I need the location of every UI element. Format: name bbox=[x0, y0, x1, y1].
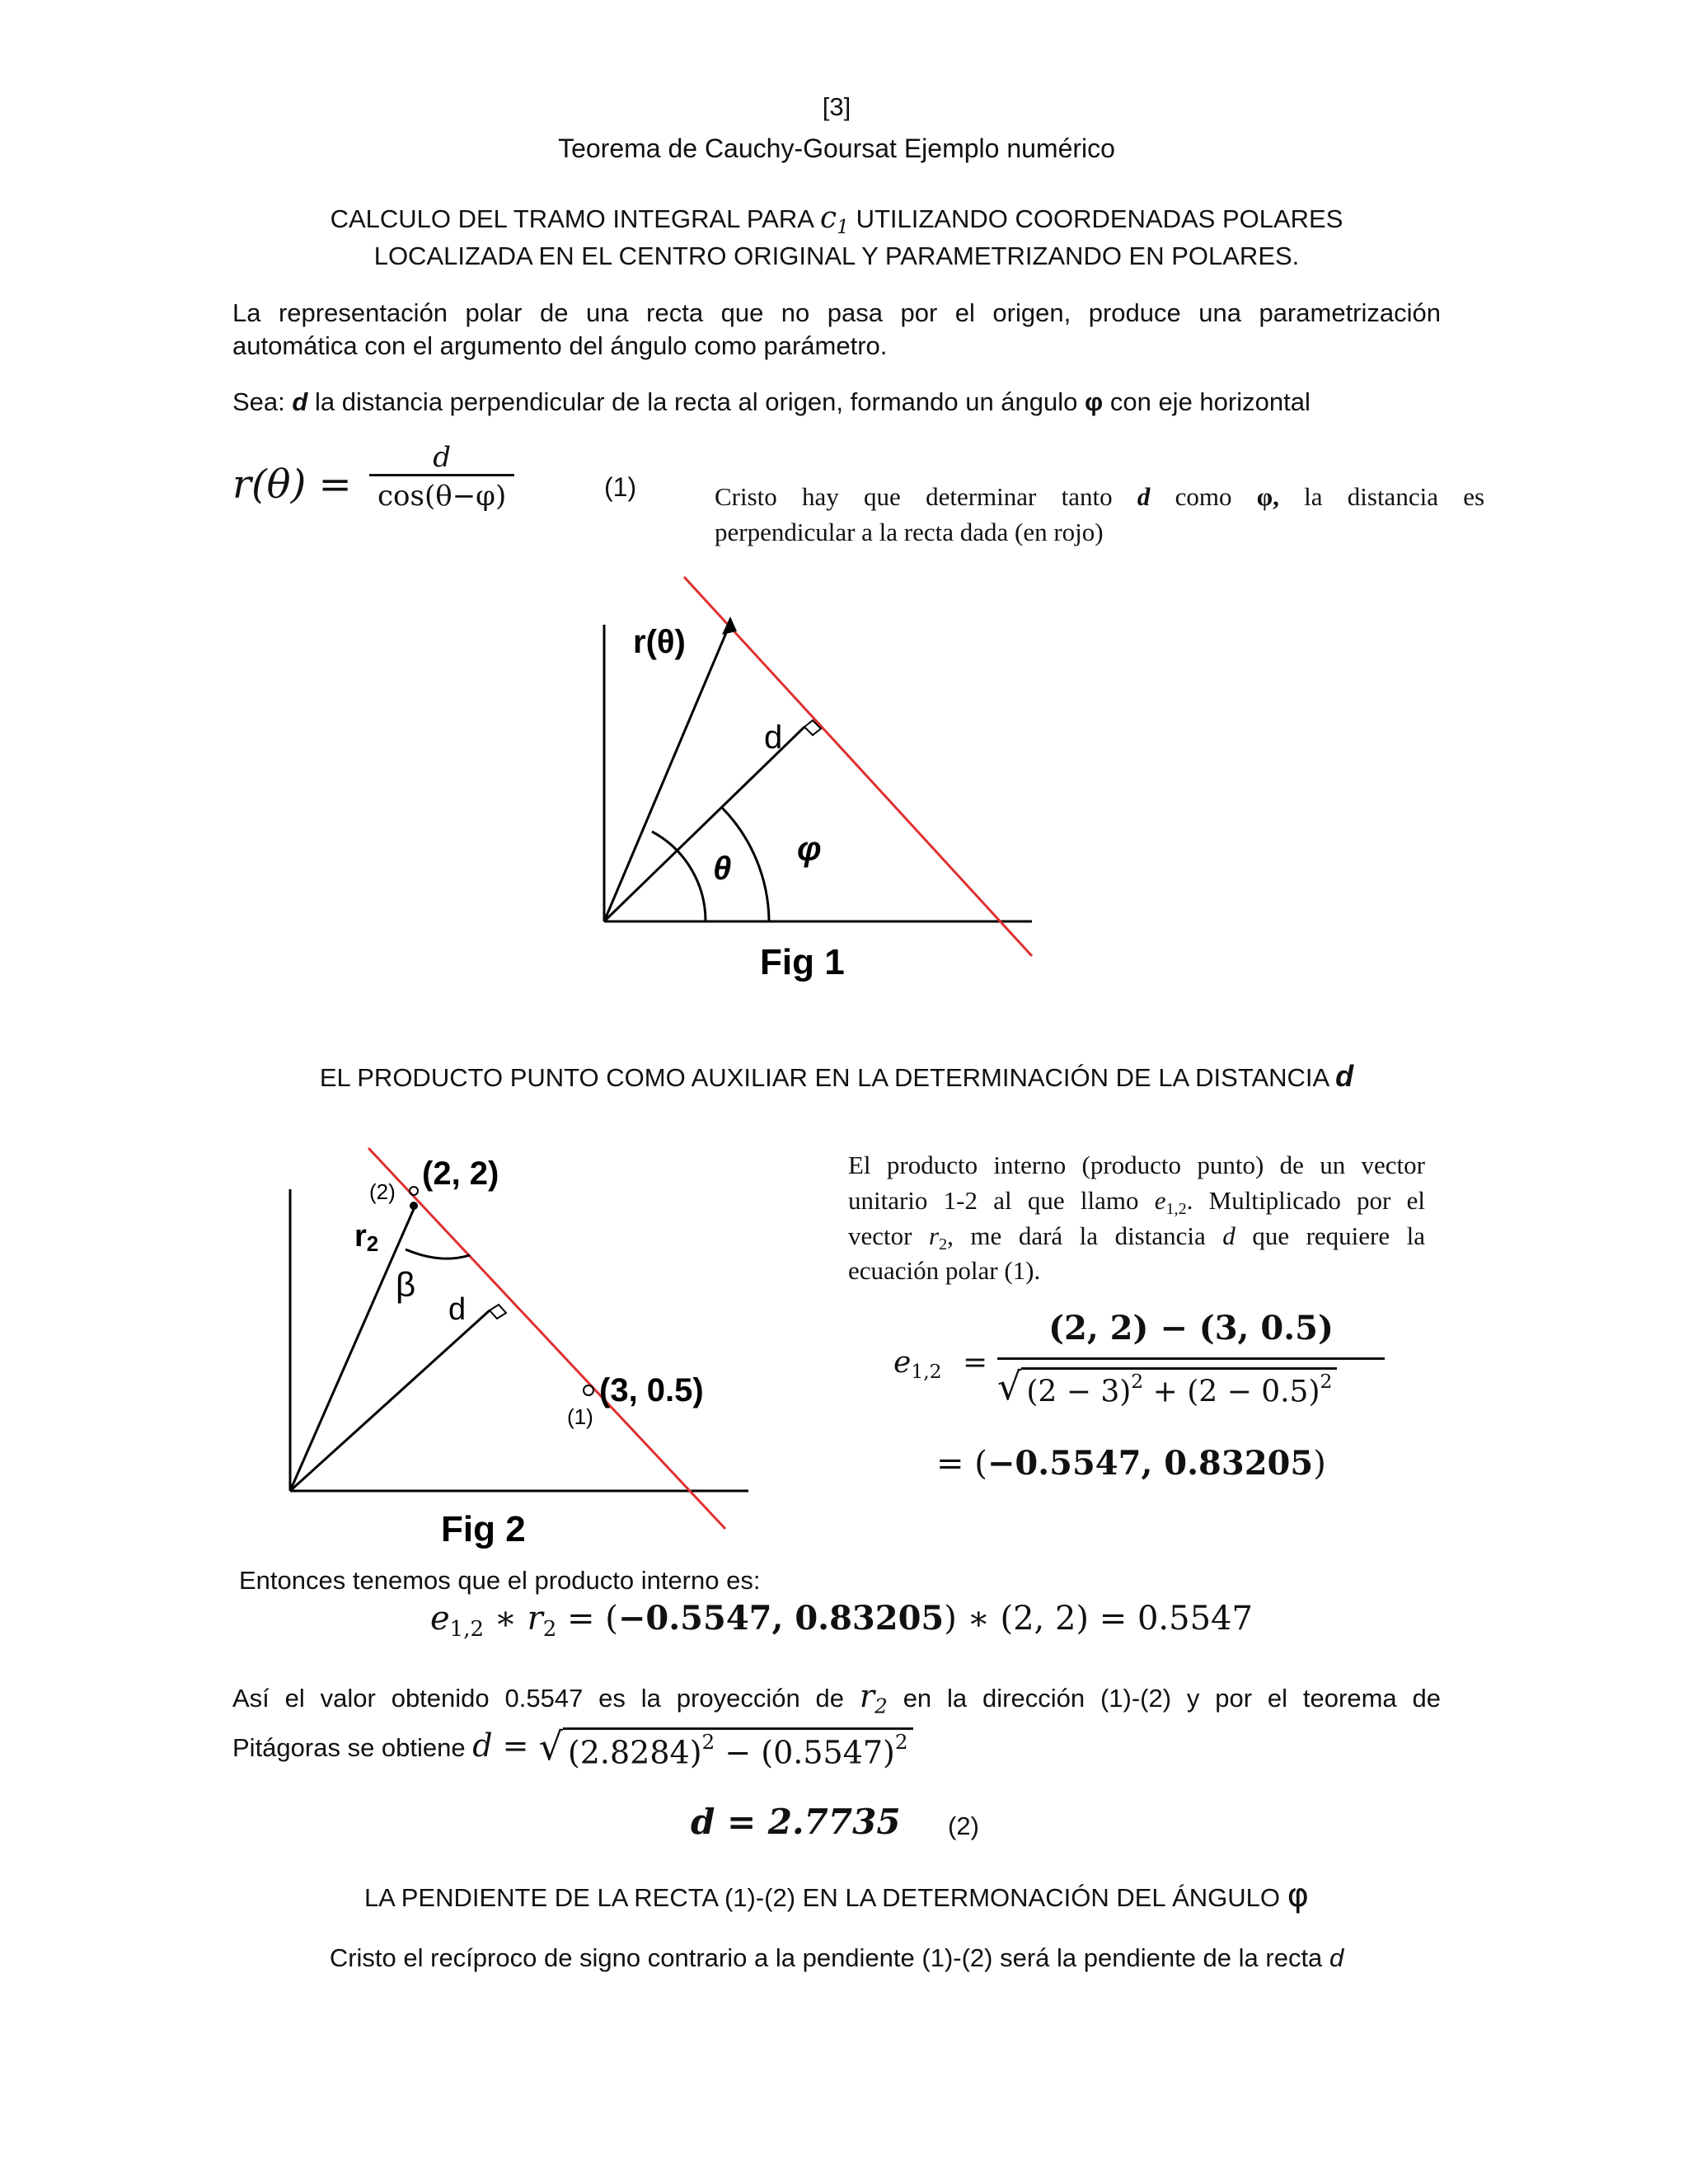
section2-heading: EL PRODUCTO PUNTO COMO AUXILIAR EN LA DETERMINACIÓN DE LA DISTANCIA d bbox=[319, 1059, 1354, 1093]
unit-vector-result: = (−0.5547, 0.83205) bbox=[936, 1444, 1326, 1483]
fig1-r-vector bbox=[604, 623, 730, 921]
equation1-fraction: $\frac{d}{\cos(\theta-\varphi)}$ bbox=[369, 441, 514, 513]
projection-line2: Pitágoras se obtiene d = √ $(2.8284)^2 - (0.5547)^2$ bbox=[232, 1727, 913, 1770]
fig2-d-label: d bbox=[448, 1292, 467, 1327]
fig1-d-label: d bbox=[764, 719, 783, 756]
fig2-point2-marker bbox=[584, 1385, 593, 1395]
equation1-label: (1) bbox=[604, 472, 637, 502]
inner-product-intro: Entonces tenemos que el producto interno es: bbox=[239, 1566, 761, 1595]
unit-vector-numerator: (2, 2) − (3, 0.5) bbox=[1048, 1309, 1334, 1347]
page-title: Teorema de Cauchy-Goursat Ejemplo numérico bbox=[558, 134, 1115, 163]
fig2-right-angle-mark bbox=[490, 1305, 506, 1319]
note2-line3: vector $r_2$, me dará la distancia d que requiere la bbox=[848, 1221, 1426, 1254]
fig2-point1-coords: (2, 2) bbox=[422, 1155, 499, 1192]
fig1-d-segment bbox=[604, 727, 804, 921]
equation2-value: d = 2.7735 bbox=[691, 1802, 901, 1842]
fig1-r-label: r(θ) bbox=[633, 624, 686, 660]
fig2-r2-vector bbox=[290, 1209, 414, 1491]
section1-heading-line1: CALCULO DEL TRAMO INTEGRAL PARA $c_1$ UTILIZANDO COORDENADAS POLARES bbox=[330, 201, 1343, 239]
fig1-red-line bbox=[684, 577, 1032, 956]
fig2-point1-dot bbox=[410, 1202, 418, 1210]
note1-line1: Cristo hay que determinar tanto d como φ, la distancia es bbox=[715, 482, 1485, 511]
fig2-beta-label: β bbox=[396, 1265, 416, 1304]
unit-vector-fraction-bar bbox=[997, 1357, 1385, 1360]
figure1-diagram bbox=[577, 569, 1055, 1005]
fig1-phi-label: φ bbox=[797, 829, 822, 868]
unit-vector-lhs: $e_{1,2}$ = bbox=[893, 1346, 988, 1384]
section3-text: Cristo el recíproco de signo contrario a la pendiente (1)-(2) será la pendiente de la recta d bbox=[329, 1943, 1344, 1972]
intro-definition: Sea: d la distancia perpendicular de la recta al origen, formando un ángulo φ con eje horizontal bbox=[232, 387, 1311, 416]
fig2-point2-coords: (3, 0.5) bbox=[599, 1372, 704, 1408]
note2-line4: ecuación polar (1). bbox=[848, 1256, 1041, 1285]
inner-product-equation: $e_{1,2}$ ∗ $r_2 = (-0.5547$, 0.83205) ∗ (2, 2) = 0.5547 bbox=[430, 1599, 1253, 1642]
note2-line1: El producto interno (producto punto) de un vector bbox=[848, 1151, 1425, 1179]
note2-line2: unitario 1-2 al que llamo $e_{1,2}$. Multiplicado por el bbox=[848, 1186, 1426, 1219]
section3-heading: LA PENDIENTE DE LA RECTA (1)-(2) EN LA DETERMONACIÓN DEL ÁNGULO φ bbox=[363, 1877, 1310, 1915]
section1-heading-line2: LOCALIZADA EN EL CENTRO ORIGINAL Y PARAMETRIZANDO EN POLARES. bbox=[373, 241, 1300, 270]
fig2-red-line bbox=[368, 1148, 725, 1529]
fig2-point2-tag: (1) bbox=[567, 1404, 593, 1429]
fig2-beta-arc bbox=[406, 1249, 470, 1258]
intro-paragraph-line1: La representación polar de una recta que no pasa por el origen, produce una parametrización bbox=[232, 298, 1441, 327]
intro-paragraph-line2: automática con el argumento del ángulo como parámetro. bbox=[232, 331, 888, 360]
fig2-point1-tag: (2) bbox=[369, 1179, 396, 1204]
fig2-point1-marker bbox=[410, 1187, 418, 1195]
equation1-lhs: r(θ) = bbox=[232, 462, 352, 508]
projection-line1: Así el valor obtenido 0.5547 es la proyección de $r_2$ en la dirección (1)-(2) y por el teorema de bbox=[232, 1678, 1441, 1718]
fig2-caption: Fig 2 bbox=[441, 1509, 526, 1549]
figure2-diagram bbox=[272, 1141, 767, 1562]
equation2-label: (2) bbox=[948, 1811, 979, 1840]
fig2-r2-label: r2 bbox=[354, 1219, 379, 1256]
fig2-d-segment bbox=[290, 1310, 490, 1491]
fig1-caption: Fig 1 bbox=[760, 942, 845, 982]
fig1-theta-label: θ bbox=[713, 851, 732, 887]
unit-vector-denominator: √ $(2 - 3)^2 + (2 - 0.5)^2$ bbox=[997, 1367, 1337, 1408]
page-number: [3] bbox=[822, 92, 851, 121]
fig1-theta-arc bbox=[652, 832, 706, 921]
note1-line2: perpendicular a la recta dada (en rojo) bbox=[715, 518, 1104, 546]
